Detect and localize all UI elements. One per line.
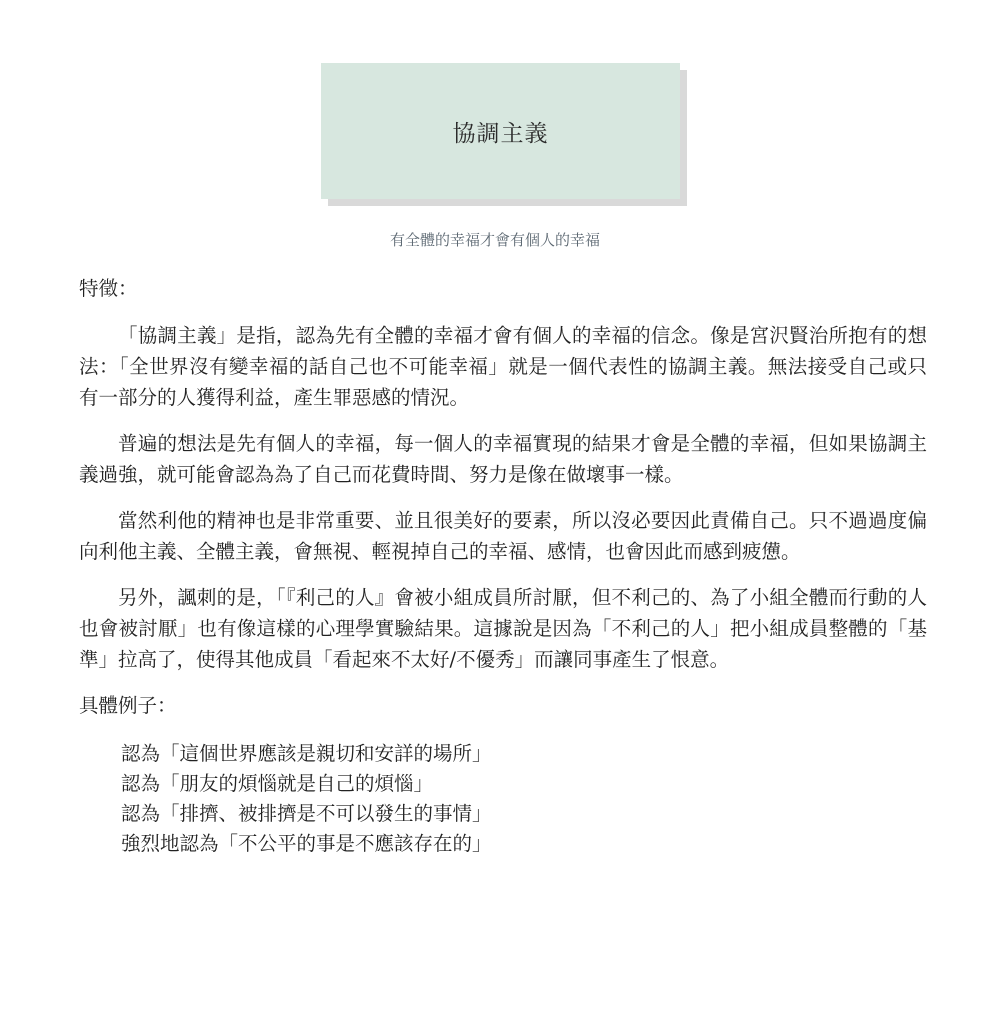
examples-list [79,739,927,859]
features-label: 特徵： [79,277,138,300]
features-paragraph-1: 「協調主義」是指，認為先有全體的幸福才會有個人的幸福的信念。像是宮沢賢治所抱有的想法：「全世界沒有變幸福的話自己也不可能幸福」就是一個代表性的協調主義。無法接受自己或只有一部分的人獲得利益，產生罪惡感的情況。 [79,324,927,409]
features-paragraph-2: 普遍的想法是先有個人的幸福，每一個人的幸福實現的結果才會是全體的幸福，但如果協調主義過強，就可能會認為為了自己而花費時間、努力是像在做壞事一樣。 [79,432,927,486]
example-item: 強烈地認為「不公平的事是不應該存在的」 [121,832,492,855]
title-caption: 有全體的幸福才會有個人的幸福 [389,231,600,249]
example-item: 認為「朋友的煩惱就是自己的煩惱」 [121,772,434,795]
examples-label: 具體例子： [79,694,177,717]
features-paragraph-4: 另外，諷刺的是，「『利己的人』會被小組成員所討厭，但不利己的、為了小組全體而行動的人也會被討厭」也有像這樣的心理學實驗結果。這據說是因為「不利己的人」把小組成員整體的「基準」拉高了，使得其他成員「看起來不太好/不優秀」而讓同事產生了恨意。 [79,586,927,671]
example-item: 認為「排擠、被排擠是不可以發生的事情」 [121,802,492,825]
page-title: 協調主義 [321,63,680,199]
example-item: 認為「這個世界應該是親切和安詳的場所」 [121,742,492,765]
features-paragraph-3: 當然利他的精神也是非常重要、並且很美好的要素，所以沒必要因此責備自己。只不過過度偏向利他主義、全體主義，會無視、輕視掉自己的幸福、感情，也會因此而感到疲憊。 [79,509,927,563]
title-card [321,63,680,199]
article-body [79,273,927,859]
